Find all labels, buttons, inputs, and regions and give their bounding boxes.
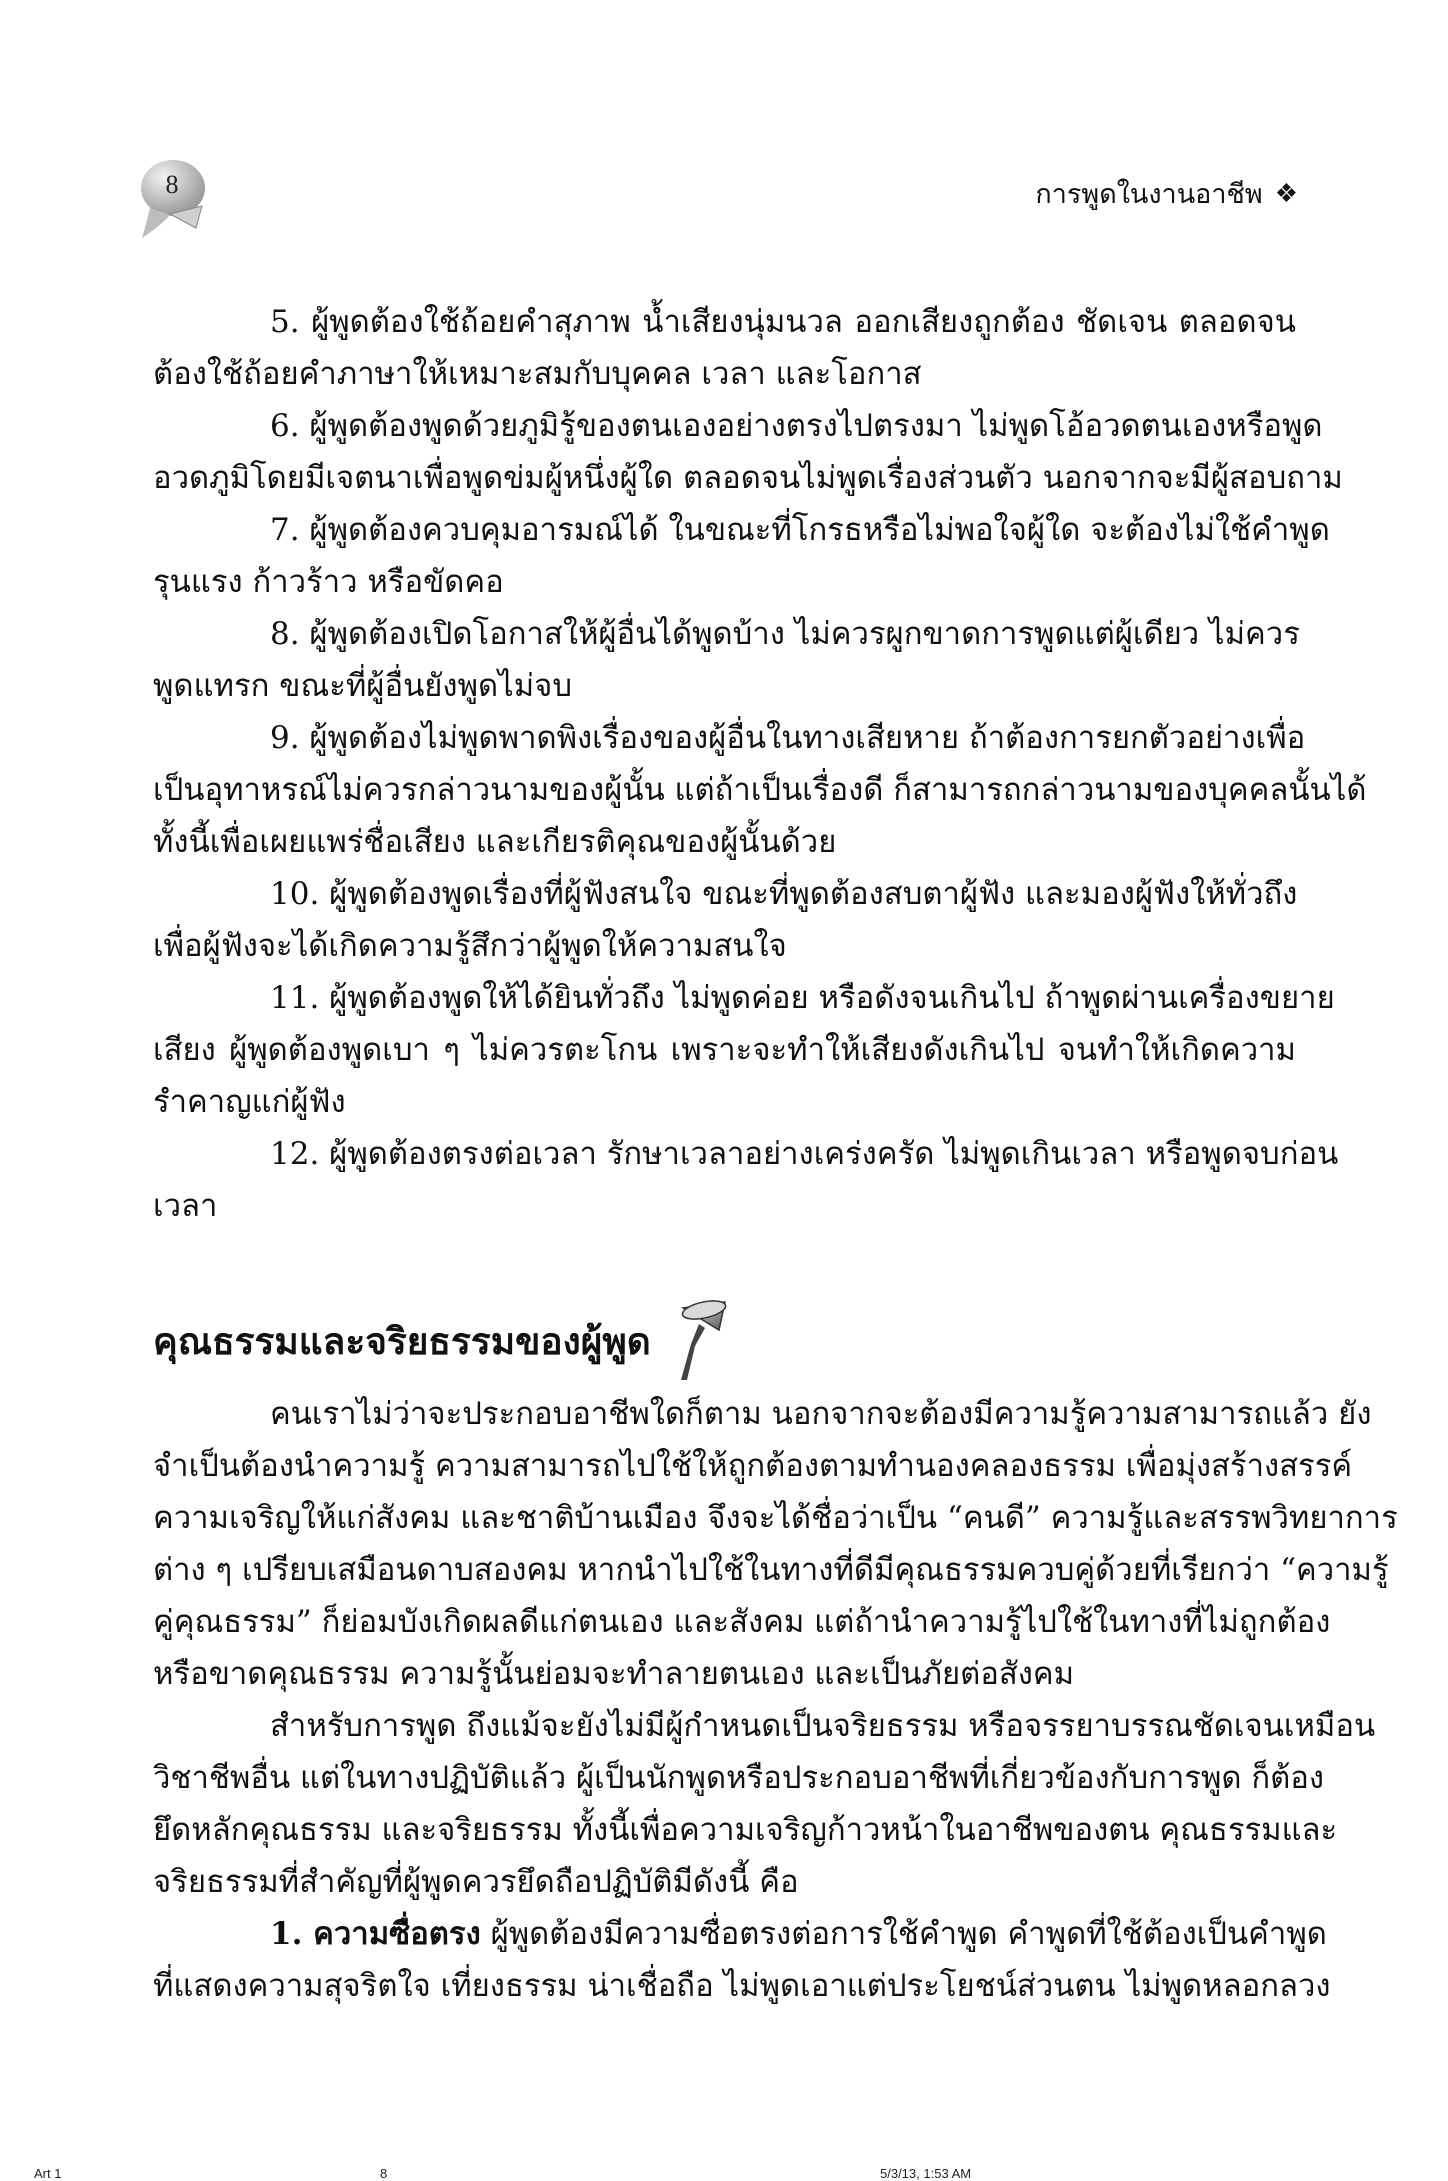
rules-list-line: อวดภูมิโดยมีเจตนาเพื่อพูดข่มผู้หนึ่งผู้ใด ตลอดจนไม่พูดเรื่องส่วนตัว นอกจากจะมีผู้สอบถาม xyxy=(153,460,1343,496)
running-title: การพูดในงานอาชีพ xyxy=(1035,179,1263,210)
rules-list-line: 5. ผู้พูดต้องใช้ถ้อยคำสุภาพ น้ำเสียงนุ่มนวล ออกเสียงถูกต้อง ชัดเจน ตลอดจน xyxy=(270,304,1296,340)
section-paragraph-line: วิชาชีพอื่น แต่ในทางปฏิบัติแล้ว ผู้เป็นนักพูดหรือประกอบอาชีพที่เกี่ยวข้องกับการพูด ก็ต้อง xyxy=(153,1760,1325,1796)
rules-list-line: เวลา xyxy=(153,1188,218,1224)
print-slug xyxy=(0,2166,1448,2181)
section-title: คุณธรรมและจริยธรรมของผู้พูด xyxy=(153,1319,651,1363)
virtue-item-1 xyxy=(153,1908,1331,2012)
section-paragraph-line: ความเจริญให้แก่สังคม และชาติบ้านเมือง จึงจะได้ชื่อว่าเป็น “คนดี” ความรู้และสรรพวิทยาการ xyxy=(153,1500,1398,1536)
section-body xyxy=(153,1388,1398,1908)
slug-page: 8 xyxy=(380,2166,388,2181)
rules-list-line: 7. ผู้พูดต้องควบคุมอารมณ์ได้ ในขณะที่โกรธหรือไม่พอใจผู้ใด จะต้องไม่ใช้คำพูด xyxy=(270,512,1330,548)
rules-list-line: เป็นอุทาหรณ์ไม่ควรกล่าวนามของผู้นั้น แต่ถ้าเป็นเรื่องดี ก็สามารถกล่าวนามของบุคคลนั้นได้ xyxy=(153,772,1367,808)
section-paragraph-line: จำเป็นต้องนำความรู้ ความสามารถไปใช้ให้ถูกต้องตามทำนองคลองธรรม เพื่อมุ่งสร้างสรรค์ xyxy=(153,1448,1353,1484)
virtue-item-1-line-2: ที่แสดงความสุจริตใจ เที่ยงธรรม น่าเชื่อถือ ไม่พูดเอาแต่ประโยชน์ส่วนตน ไม่พูดหลอกลวง xyxy=(153,1968,1331,2004)
section-paragraph-line: คนเราไม่ว่าจะประกอบอาชีพใดก็ตาม นอกจากจะต้องมีความรู้ความสามารถแล้ว ยัง xyxy=(270,1396,1372,1432)
rules-list-line: 6. ผู้พูดต้องพูดด้วยภูมิรู้ของตนเองอย่างตรงไปตรงมา ไม่พูดโอ้อวดตนเองหรือพูด xyxy=(270,408,1323,444)
section-paragraph-line: คู่คุณธรรม” ก็ย่อมบังเกิดผลดีแก่ตนเอง และสังคม แต่ถ้านำความรู้ไปใช้ในทางที่ไม่ถูกต้อง xyxy=(153,1604,1331,1640)
rules-list-line: 8. ผู้พูดต้องเปิดโอกาสให้ผู้อื่นได้พูดบ้าง ไม่ควรผูกขาดการพูดแต่ผู้เดียว ไม่ควร xyxy=(270,616,1300,652)
rules-list xyxy=(153,296,1367,1232)
rules-list-line: 9. ผู้พูดต้องไม่พูดพาดพิงเรื่องของผู้อื่นในทางเสียหาย ถ้าต้องการยกตัวอย่างเพื่อ xyxy=(270,720,1306,756)
rules-list-line: ทั้งนี้เพื่อเผยแพร่ชื่อเสียง และเกียรติคุณของผู้นั้นด้วย xyxy=(153,824,837,860)
page-number: 8 xyxy=(165,170,179,199)
slug-timestamp: 5/3/13, 1:53 AM xyxy=(880,2166,972,2181)
rules-list-line: รำคาญแก่ผู้ฟัง xyxy=(153,1084,346,1120)
section-paragraph-line: หรือขาดคุณธรรม ความรู้นั้นย่อมจะทำลายตนเอง และเป็นภัยต่อสังคม xyxy=(153,1656,1075,1692)
page-number-badge xyxy=(140,158,220,248)
virtue-item-1-line xyxy=(153,1908,1327,1960)
virtue-item-1-lead: 1. ความซื่อตรง xyxy=(270,1916,481,1952)
virtue-item-1-text: ผู้พูดต้องมีความซื่อตรงต่อการใช้คำพูด คำพูดที่ใช้ต้องเป็นคำพูด xyxy=(480,1916,1327,1952)
rules-list-line: ต้องใช้ถ้อยคำภาษาให้เหมาะสมกับบุคคล เวลา และโอกาส xyxy=(153,356,922,392)
megaphone-icon xyxy=(669,1300,729,1382)
slug-file: Art 1 xyxy=(34,2166,62,2181)
section-paragraph-line: สำหรับการพูด ถึงแม้จะยังไม่มีผู้กำหนดเป็นจริยธรรม หรือจรรยาบรรณชัดเจนเหมือน xyxy=(270,1708,1376,1744)
rules-list-line: 11. ผู้พูดต้องพูดให้ได้ยินทั่วถึง ไม่พูดค่อย หรือดังจนเกินไป ถ้าพูดผ่านเครื่องขยาย xyxy=(270,980,1335,1016)
rules-list-line: รุนแรง ก้าวร้าว หรือขัดคอ xyxy=(153,564,504,600)
section-paragraph-line: ยึดหลักคุณธรรม และจริยธรรม ทั้งนี้เพื่อความเจริญก้าวหน้าในอาชีพของตน คุณธรรมและ xyxy=(153,1812,1338,1848)
section-paragraph-line: ต่าง ๆ เปรียบเสมือนดาบสองคม หากนำไปใช้ในทางที่ดีมีคุณธรรมควบคู่ด้วยที่เรียกว่า “ความรู้ xyxy=(153,1552,1389,1588)
section-heading xyxy=(153,1300,729,1382)
rules-list-line: เพื่อผู้ฟังจะได้เกิดความรู้สึกว่าผู้พูดให้ความสนใจ xyxy=(153,928,787,964)
rules-list-line: 12. ผู้พูดต้องตรงต่อเวลา รักษาเวลาอย่างเคร่งครัด ไม่พูดเกินเวลา หรือพูดจบก่อน xyxy=(270,1136,1339,1172)
rules-list-line: เสียง ผู้พูดต้องพูดเบา ๆ ไม่ควรตะโกน เพราะจะทำให้เสียงดังเกินไป จนทำให้เกิดความ xyxy=(153,1032,1296,1068)
rules-list-line: 10. ผู้พูดต้องพูดเรื่องที่ผู้ฟังสนใจ ขณะที่พูดต้องสบตาผู้ฟัง และมองผู้ฟังให้ทั่วถึง xyxy=(270,876,1298,912)
rules-list-line: พูดแทรก ขณะที่ผู้อื่นยังพูดไม่จบ xyxy=(153,668,572,704)
running-header xyxy=(1035,172,1298,215)
diamond-ornament-icon: ❖ xyxy=(1274,178,1298,209)
section-paragraph-line: จริยธรรมที่สำคัญที่ผู้พูดควรยึดถือปฏิบัติมีดังนี้ คือ xyxy=(153,1864,799,1900)
